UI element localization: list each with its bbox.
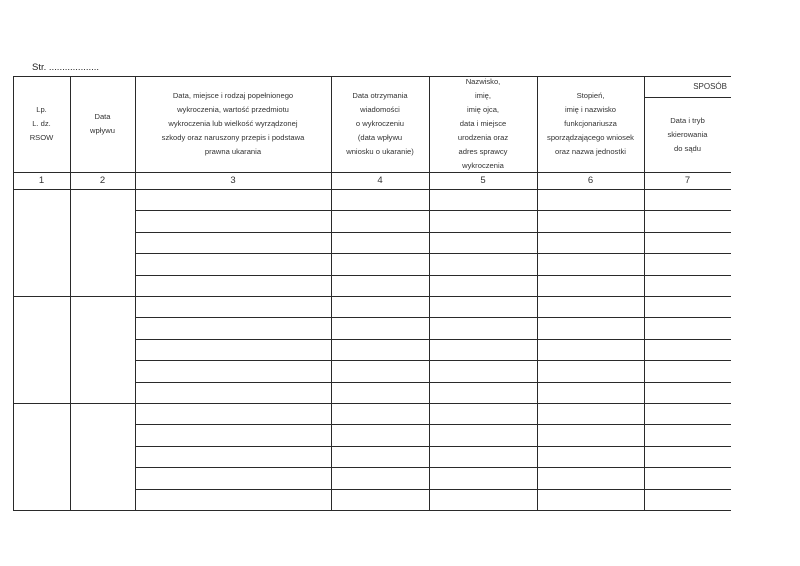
column-divider	[13, 76, 14, 510]
group-split-line	[644, 97, 731, 98]
entry-line-cell[interactable]	[331, 467, 429, 488]
entry-line-cell[interactable]	[331, 253, 429, 274]
entry-line-cell[interactable]	[537, 210, 644, 231]
entry-line-cell[interactable]	[331, 189, 429, 210]
header-col-3-label: Data, miejsce i rodzaj popełnionego wykroczenia, wartość przedmiotu wykroczenia lub wielkość wyrządzonej szkody oraz naruszony przepis i podstawa prawna ukarania	[161, 91, 305, 156]
header-group-sposob	[644, 76, 731, 97]
header-col-5	[429, 76, 537, 172]
column-number-5: 5	[480, 175, 486, 186]
column-number-3: 3	[230, 175, 236, 186]
header-col-7-label: Data i tryb skierowania do sądu	[667, 115, 708, 153]
row-divider	[135, 210, 731, 211]
entry-line-cell[interactable]	[135, 489, 331, 510]
header-col-4-label: Data otrzymania wiadomości o wykroczeniu (data wpływu wniosku o ukaranie)	[346, 91, 414, 156]
entry-line-cell[interactable]	[644, 339, 731, 360]
entry-line-cell[interactable]	[644, 382, 731, 403]
row-divider	[135, 232, 731, 233]
entry-line-cell[interactable]	[537, 339, 644, 360]
entry-line-cell[interactable]	[429, 275, 537, 296]
entry-line-cell[interactable]	[644, 253, 731, 274]
entry-line-cell[interactable]	[331, 489, 429, 510]
entry-line-cell[interactable]	[644, 317, 731, 338]
entry-line-cell[interactable]	[537, 317, 644, 338]
entry-line-cell[interactable]	[135, 275, 331, 296]
table-top-border	[13, 76, 644, 77]
entry-line-cell[interactable]	[429, 296, 537, 317]
entry-line-cell[interactable]	[429, 339, 537, 360]
row-divider	[135, 489, 731, 490]
entry-date-cell[interactable]	[70, 189, 135, 296]
entry-line-cell[interactable]	[135, 424, 331, 445]
header-col-6	[537, 76, 644, 172]
column-number-7: 7	[684, 175, 691, 186]
header-col-2-label: Data wpływu	[90, 112, 115, 135]
row-divider	[135, 339, 731, 340]
row-divider	[135, 467, 731, 468]
entry-line-cell[interactable]	[537, 489, 644, 510]
entry-line-cell[interactable]	[135, 382, 331, 403]
entry-line-cell[interactable]	[331, 382, 429, 403]
entry-line-cell[interactable]	[537, 189, 644, 210]
entry-line-cell[interactable]	[135, 467, 331, 488]
column-divider	[537, 76, 538, 510]
entry-line-cell[interactable]	[644, 210, 731, 231]
column-divider	[70, 76, 71, 510]
header-col-1-label: Lp. L. dz. RSOW	[29, 105, 54, 142]
entry-line-cell[interactable]	[331, 339, 429, 360]
entry-lp-cell[interactable]	[13, 296, 70, 403]
header-group-label: SPOSÓB	[693, 81, 727, 91]
number-row-bottom-border	[13, 189, 731, 190]
entry-line-cell[interactable]	[429, 360, 537, 381]
header-col-3	[135, 76, 331, 172]
entry-line-cell[interactable]	[331, 403, 429, 424]
entry-date-cell[interactable]	[70, 403, 135, 510]
entry-line-cell[interactable]	[429, 232, 537, 253]
group-divider	[13, 296, 731, 297]
header-col-4	[331, 76, 429, 172]
row-divider	[135, 253, 731, 254]
entry-line-cell[interactable]	[644, 424, 731, 445]
entry-line-cell[interactable]	[537, 424, 644, 445]
entry-line-cell[interactable]	[644, 189, 731, 210]
entry-line-cell[interactable]	[644, 296, 731, 317]
entry-line-cell[interactable]	[135, 339, 331, 360]
entry-line-cell[interactable]	[135, 210, 331, 231]
entry-line-cell[interactable]	[429, 189, 537, 210]
table-bottom-border	[13, 510, 731, 511]
entry-line-cell[interactable]	[135, 253, 331, 274]
entry-line-cell[interactable]	[135, 232, 331, 253]
entry-line-cell[interactable]	[331, 232, 429, 253]
header-col-7	[644, 97, 731, 172]
entry-line-cell[interactable]	[429, 317, 537, 338]
column-number-1: 1	[38, 175, 45, 186]
entry-line-cell[interactable]	[644, 403, 731, 424]
entry-line-cell[interactable]	[429, 210, 537, 231]
entry-line-cell[interactable]	[429, 382, 537, 403]
entry-line-cell[interactable]	[331, 210, 429, 231]
row-divider	[135, 360, 731, 361]
column-divider	[644, 76, 645, 510]
column-divider	[135, 76, 136, 510]
entry-line-cell[interactable]	[429, 446, 537, 467]
row-divider	[135, 317, 731, 318]
column-number-4: 4	[377, 175, 383, 186]
entry-line-cell[interactable]	[331, 360, 429, 381]
entry-line-cell[interactable]	[644, 232, 731, 253]
entry-line-cell[interactable]	[331, 317, 429, 338]
entry-line-cell[interactable]	[537, 446, 644, 467]
entry-line-cell[interactable]	[135, 317, 331, 338]
column-divider	[331, 76, 332, 510]
register-table	[13, 76, 731, 510]
column-number-2: 2	[99, 175, 106, 186]
header-col-6-label: Stopień, imię i nazwisko funkcjonariusza sporządzającego wniosek oraz nazwa jednostki	[547, 91, 634, 156]
entry-line-cell[interactable]	[644, 489, 731, 510]
entry-line-cell[interactable]	[331, 296, 429, 317]
entry-line-cell[interactable]	[429, 403, 537, 424]
entry-line-cell[interactable]	[429, 489, 537, 510]
entry-line-cell[interactable]	[429, 253, 537, 274]
entry-line-cell[interactable]	[135, 446, 331, 467]
entry-line-cell[interactable]	[135, 403, 331, 424]
entry-line-cell[interactable]	[135, 360, 331, 381]
group-divider	[13, 403, 731, 404]
header-col-2	[70, 76, 135, 172]
entry-line-cell[interactable]	[429, 467, 537, 488]
entry-line-cell[interactable]	[331, 446, 429, 467]
entry-line-cell[interactable]	[429, 424, 537, 445]
entry-line-cell[interactable]	[331, 424, 429, 445]
entry-line-cell[interactable]	[644, 360, 731, 381]
entry-line-cell[interactable]	[135, 296, 331, 317]
entry-line-cell[interactable]	[537, 467, 644, 488]
entry-line-cell[interactable]	[537, 382, 644, 403]
entry-line-cell[interactable]	[537, 296, 644, 317]
entry-line-cell[interactable]	[537, 360, 644, 381]
row-divider	[135, 424, 731, 425]
page-number-label: Str. ...................	[32, 62, 100, 73]
header-col-5-label: Nazwisko, imię, imię ojca, data i miejsce urodzenia oraz adres sprawcy wykroczenia	[457, 77, 509, 170]
entry-line-cell[interactable]	[331, 275, 429, 296]
header-bottom-border	[13, 172, 731, 173]
row-divider	[135, 275, 731, 276]
row-divider	[135, 446, 731, 447]
entry-line-cell[interactable]	[537, 232, 644, 253]
entry-line-cell[interactable]	[537, 253, 644, 274]
entry-lp-cell[interactable]	[13, 403, 70, 510]
column-divider	[429, 76, 430, 510]
entry-line-cell[interactable]	[135, 189, 331, 210]
entry-line-cell[interactable]	[644, 446, 731, 467]
table-top-border-right	[644, 76, 731, 77]
entry-lp-cell[interactable]	[13, 189, 70, 296]
entry-line-cell[interactable]	[644, 467, 731, 488]
entry-date-cell[interactable]	[70, 296, 135, 403]
column-number-6: 6	[587, 175, 594, 186]
entry-line-cell[interactable]	[537, 403, 644, 424]
header-col-1	[13, 76, 70, 172]
entry-line-cell[interactable]	[644, 275, 731, 296]
entry-line-cell[interactable]	[537, 275, 644, 296]
row-divider	[135, 382, 731, 383]
